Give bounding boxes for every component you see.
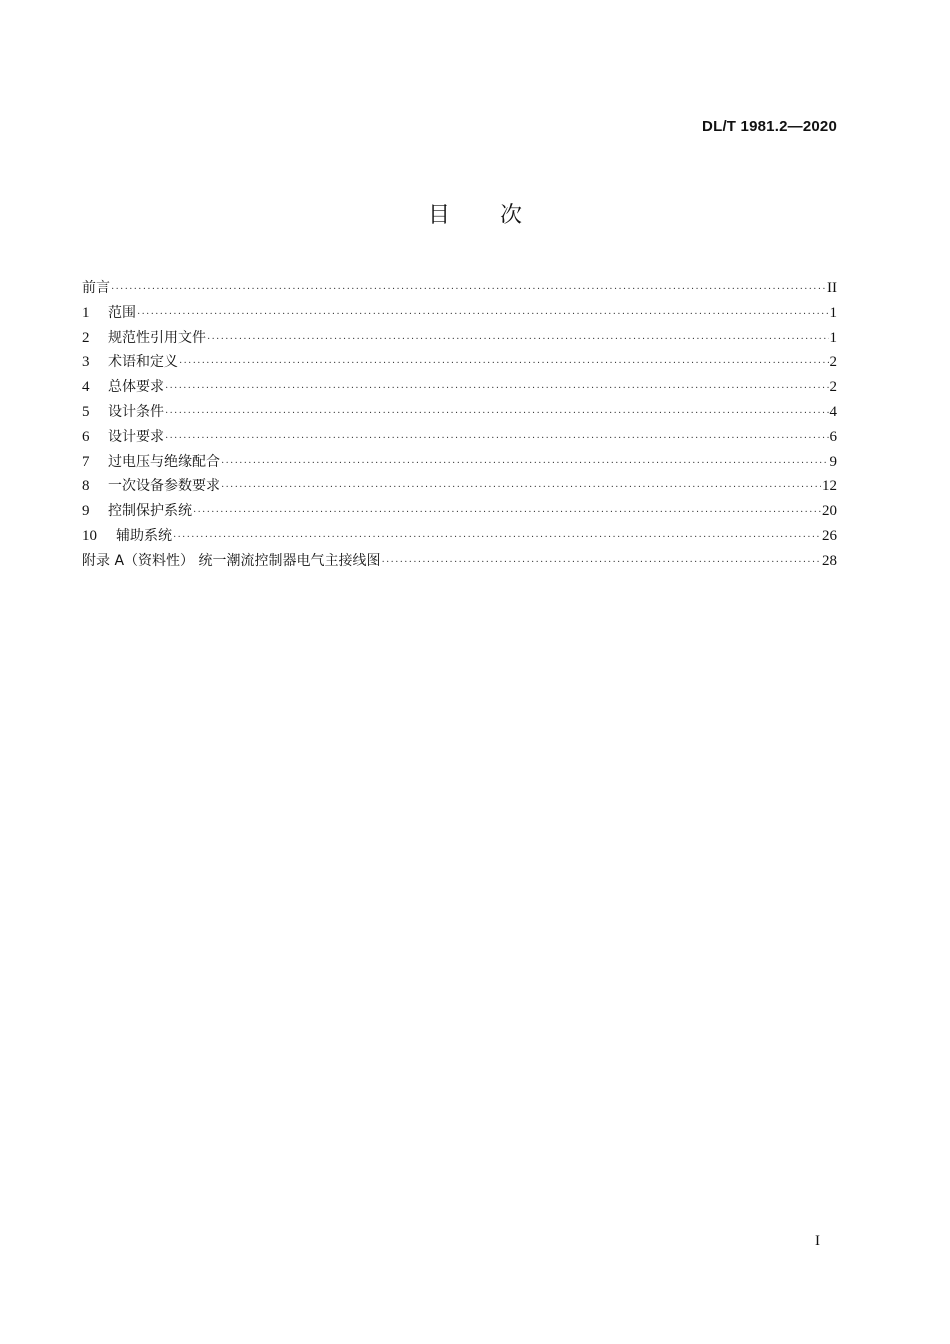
toc-leader-dots bbox=[221, 458, 829, 469]
toc-entry-appendix-a[interactable] bbox=[82, 550, 837, 575]
toc-entry-4[interactable] bbox=[82, 376, 837, 401]
toc-entry-6[interactable] bbox=[82, 426, 837, 451]
toc-entry-page: 1 bbox=[829, 304, 837, 321]
toc-entry-8[interactable] bbox=[82, 475, 837, 500]
toc-entry-number: 9 bbox=[82, 503, 90, 520]
toc-entry-page: II bbox=[827, 280, 837, 296]
toc-entry-label: 前言 bbox=[82, 280, 110, 296]
toc-entry-number: 1 bbox=[82, 304, 90, 321]
toc-leader-dots bbox=[221, 482, 821, 493]
toc-entry-page: 28 bbox=[822, 552, 837, 569]
toc-entry-label: 一次设备参数要求 bbox=[108, 478, 220, 495]
toc-leader-dots bbox=[137, 309, 829, 320]
toc-leader-dots bbox=[173, 532, 821, 543]
toc-entry-label: 辅助系统 bbox=[116, 527, 172, 544]
toc-title-char-1: 目 bbox=[427, 203, 450, 228]
toc-entry-label: 总体要求 bbox=[108, 379, 164, 396]
toc-leader-dots bbox=[179, 358, 829, 369]
table-of-contents bbox=[82, 277, 837, 575]
toc-entry-2[interactable] bbox=[82, 327, 837, 352]
toc-entry-9[interactable] bbox=[82, 500, 837, 525]
toc-title bbox=[0, 198, 950, 229]
toc-entry-label: 附录 A（资料性） 统一潮流控制器电气主接线图 bbox=[82, 552, 381, 569]
toc-entry-3[interactable] bbox=[82, 351, 837, 376]
toc-entry-5[interactable] bbox=[82, 401, 837, 426]
toc-entry-number: 3 bbox=[82, 354, 90, 371]
toc-leader-dots bbox=[165, 383, 829, 394]
toc-entry-label: 控制保护系统 bbox=[108, 503, 192, 520]
toc-leader-dots bbox=[193, 507, 821, 518]
toc-entry-page: 6 bbox=[829, 428, 837, 445]
toc-entry-10[interactable] bbox=[82, 525, 837, 550]
toc-entry-page: 12 bbox=[822, 478, 837, 495]
toc-leader-dots bbox=[165, 433, 829, 444]
toc-entry-number: 10 bbox=[82, 527, 97, 544]
toc-entry-page: 2 bbox=[829, 354, 837, 371]
toc-entry-label: 设计要求 bbox=[108, 428, 164, 445]
toc-entry-7[interactable] bbox=[82, 451, 837, 476]
toc-entry-label: 术语和定义 bbox=[108, 354, 178, 371]
toc-entry-number: 2 bbox=[82, 329, 90, 346]
toc-entry-number: 6 bbox=[82, 428, 90, 445]
toc-entry-page: 20 bbox=[822, 503, 837, 520]
toc-leader-dots bbox=[381, 557, 821, 568]
toc-leader-dots bbox=[165, 408, 829, 419]
toc-entry-label: 范围 bbox=[108, 304, 136, 321]
toc-entry-page: 4 bbox=[829, 403, 837, 420]
toc-title-char-2: 次 bbox=[500, 203, 523, 228]
toc-entry-number: 7 bbox=[82, 453, 90, 470]
toc-entry-label: 过电压与绝缘配合 bbox=[108, 453, 220, 470]
toc-entry-page: 9 bbox=[829, 453, 837, 470]
toc-entry-page: 1 bbox=[829, 329, 837, 346]
toc-entry-page: 2 bbox=[829, 379, 837, 396]
toc-entry-number: 8 bbox=[82, 478, 90, 495]
page-number: I bbox=[815, 1233, 820, 1249]
toc-entry-number: 4 bbox=[82, 379, 90, 396]
toc-entry-number: 5 bbox=[82, 403, 90, 420]
standard-code: DL/T 1981.2—2020 bbox=[702, 118, 837, 135]
toc-entry-label: 设计条件 bbox=[108, 403, 164, 420]
toc-leader-dots bbox=[207, 334, 829, 345]
toc-leader-dots bbox=[111, 284, 826, 295]
toc-entry-preface[interactable] bbox=[82, 277, 837, 302]
toc-entry-page: 26 bbox=[822, 527, 837, 544]
toc-entry-label: 规范性引用文件 bbox=[108, 329, 206, 346]
toc-entry-1[interactable] bbox=[82, 302, 837, 327]
